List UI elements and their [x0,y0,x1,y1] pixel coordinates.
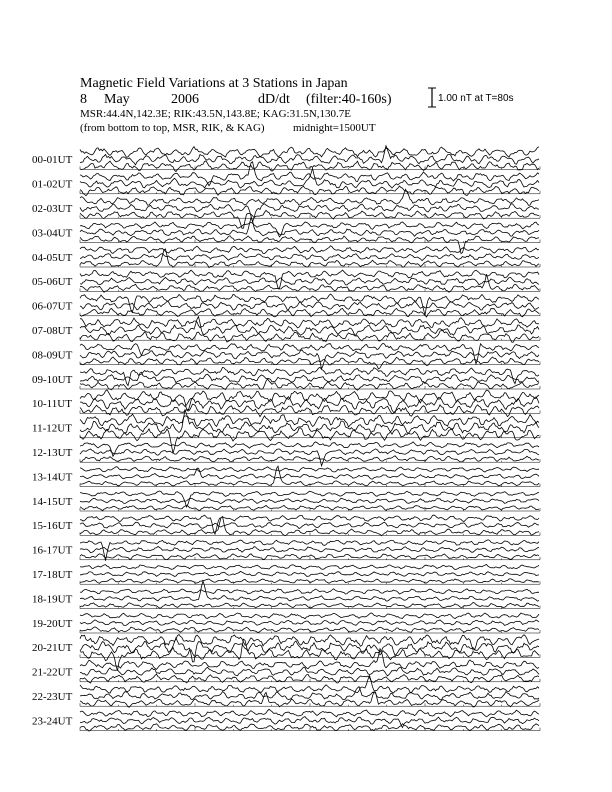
hour-row-label: 08-09UT [32,349,73,362]
trace-rik [80,204,539,222]
trace-msr [80,724,539,731]
hour-row-label: 20-21UT [32,642,73,655]
trace-rik [80,620,539,626]
hour-row [32,466,540,486]
trace-msr [80,603,539,609]
scale-bar [428,88,514,107]
date-month: May [104,92,130,107]
hour-row [32,367,540,390]
quantity-label: dD/dt [258,92,290,107]
hour-row [32,676,540,708]
hour-row [32,146,540,172]
header [80,76,392,134]
hour-row-label: 07-08UT [32,325,73,337]
trace-msr [80,579,539,584]
hour-row-label: 17-18UT [32,569,73,581]
trace-msr [80,692,539,708]
trace-kag [80,147,539,158]
trace-rik [80,254,539,261]
order-note: (from bottom to top, MSR, RIK, & KAG) [80,122,265,134]
trace-msr [80,505,539,511]
trace-msr [80,186,539,196]
trace-kag [80,189,539,205]
trace-rik [80,350,539,369]
trace-kag [80,676,539,694]
trace-kag [80,565,539,570]
hour-row-label: 00-01UT [32,154,73,167]
trace-kag [80,414,539,427]
hour-row [32,540,540,561]
chart-title: Magnetic Field Variations at 3 Stations in Japan [80,76,348,91]
hour-row-label: 03-04UT [32,227,73,240]
hour-row-label: 23-24UT [32,715,73,728]
hour-row [32,218,540,254]
stations-line: MSR:44.4N,142.3E; RIK:43.5N,143.8E; KAG:31.5N,130.7E [80,108,352,120]
trace-kag [80,649,539,670]
trace-kag [80,270,539,288]
trace-rik [80,317,539,336]
hour-row [32,442,540,466]
date-day: 8 [80,92,87,107]
hour-row [32,709,540,731]
trace-rik [80,667,539,676]
trace-msr [80,428,539,453]
hour-row [32,649,540,683]
hour-row-label: 18-19UT [32,593,73,606]
trace-rik [80,522,539,528]
hour-rows [32,146,540,731]
hour-row-label: 22-23UT [32,691,73,703]
hour-row-label: 12-13UT [32,447,73,459]
trace-kag [80,318,539,328]
trace-msr [80,456,539,462]
trace-msr [80,274,539,292]
hour-row [32,317,540,343]
hour-row [32,491,540,511]
filter-label: (filter:40-160s) [306,92,392,107]
trace-msr [80,554,539,560]
date-year: 2006 [171,92,199,107]
trace-kag [80,222,539,237]
trace-rik [80,277,539,285]
hour-row-label: 10-11UT [32,398,72,411]
hour-row [32,294,540,317]
hour-row [32,581,540,609]
hour-row-label: 14-15UT [32,495,73,508]
trace-msr [80,404,539,417]
trace-kag [80,709,539,717]
hour-row [32,390,540,417]
hour-row-label: 05-06UT [32,276,73,289]
trace-msr [80,466,539,486]
hour-row-label: 01-02UT [32,178,73,191]
hour-row [32,565,540,585]
hour-row-label: 06-07UT [32,300,73,313]
trace-rik [80,571,539,576]
trace-kag [80,613,539,619]
hour-row [32,613,540,633]
hour-row-label: 04-05UT [32,251,73,264]
hour-row-label: 16-17UT [32,544,73,557]
trace-kag [80,589,539,594]
hour-row-label: 09-10UT [32,373,73,386]
trace-kag [80,491,539,507]
midnight-note: midnight=1500UT [293,122,376,134]
trace-rik [80,498,539,503]
hour-row [32,343,540,369]
hour-row-label: 11-12UT [32,422,72,435]
trace-kag [80,246,539,254]
trace-rik [80,687,539,700]
trace-rik [80,449,539,466]
hour-row [32,189,540,228]
hour-row-label: 15-16UT [32,520,73,533]
trace-rik [80,397,539,413]
trace-msr [80,161,539,172]
hour-row [32,515,540,536]
trace-rik [80,546,539,552]
hour-row [32,635,540,671]
hour-row-label: 19-20UT [32,617,73,630]
hour-row [32,270,540,292]
trace-msr [80,627,539,633]
trace-msr [80,357,539,369]
scale-label: 1.00 nT at T=80s [438,93,514,104]
hour-row-label: 21-22UT [32,666,73,679]
trace-kag [80,294,539,315]
trace-kag [80,467,539,472]
hour-row-label: 02-03UT [32,203,73,215]
hour-row-label: 13-14UT [32,471,73,484]
